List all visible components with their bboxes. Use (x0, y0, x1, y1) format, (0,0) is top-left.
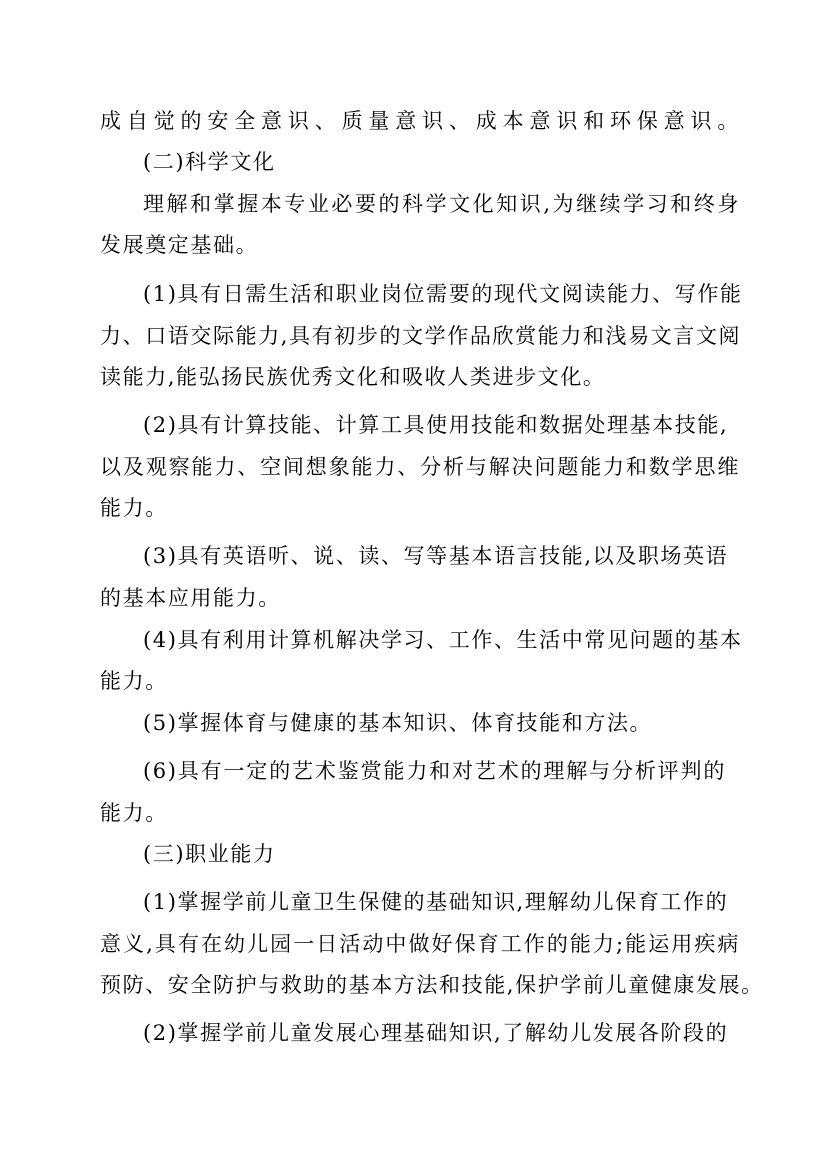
paragraph-line: (2)具有计算技能、计算工具使用技能和数据处理基本技能, (143, 413, 729, 437)
section-heading-science-culture: (二)科学文化 (143, 150, 276, 174)
paragraph-line: 意义,具有在幼儿园一日活动中做好保育工作的能力;能运用疾病 (100, 932, 740, 956)
paragraph-line: (3)具有英语听、说、读、写等基本语言技能,以及职场英语 (143, 544, 729, 568)
paragraph-line: 理解和掌握本专业必要的科学文化知识,为继续学习和终身 (143, 192, 740, 216)
paragraph-line: 的基本应用能力。 (100, 586, 281, 610)
paragraph-line: 以及观察能力、空间想象能力、分析与解决问题能力和数学思维 (100, 455, 740, 479)
paragraph-line: (2)掌握学前儿童发展心理基础知识,了解幼儿发展各阶段的 (143, 1021, 729, 1045)
paragraph-line: 力、口语交际能力,具有初步的文学作品欣赏能力和浅易文言文阅 (100, 324, 742, 348)
paragraph-line: (6)具有一定的艺术鉴赏能力和对艺术的理解与分析评判的 (143, 759, 726, 783)
paragraph-line: (1)掌握学前儿童卫生保健的基础知识,理解幼儿保育工作的 (143, 890, 729, 914)
paragraph-line: 能力。 (100, 496, 168, 520)
paragraph-line: 能力。 (100, 669, 168, 693)
paragraph-line: (4)具有利用计算机解决学习、工作、生活中常见问题的基本 (143, 628, 743, 652)
paragraph-line: (5)掌握体育与健康的基本知识、体育技能和方法。 (143, 711, 653, 735)
paragraph-line: 成自觉的安全意识、质量意识、成本意识和环保意识。 (100, 109, 740, 133)
paragraph-line: (1)具有日需生活和职业岗位需要的现代文阅读能力、写作能 (143, 282, 743, 306)
paragraph-line: 读能力,能弘扬民族优秀文化和吸收人类进步文化。 (100, 365, 606, 389)
section-heading-professional-ability: (三)职业能力 (143, 842, 276, 866)
paragraph-line: 能力。 (100, 801, 168, 825)
paragraph-line: 预防、安全防护与救助的基本方法和技能,保护学前儿童健康发展。 (100, 973, 764, 997)
paragraph-line: 发展奠定基础。 (100, 233, 259, 257)
